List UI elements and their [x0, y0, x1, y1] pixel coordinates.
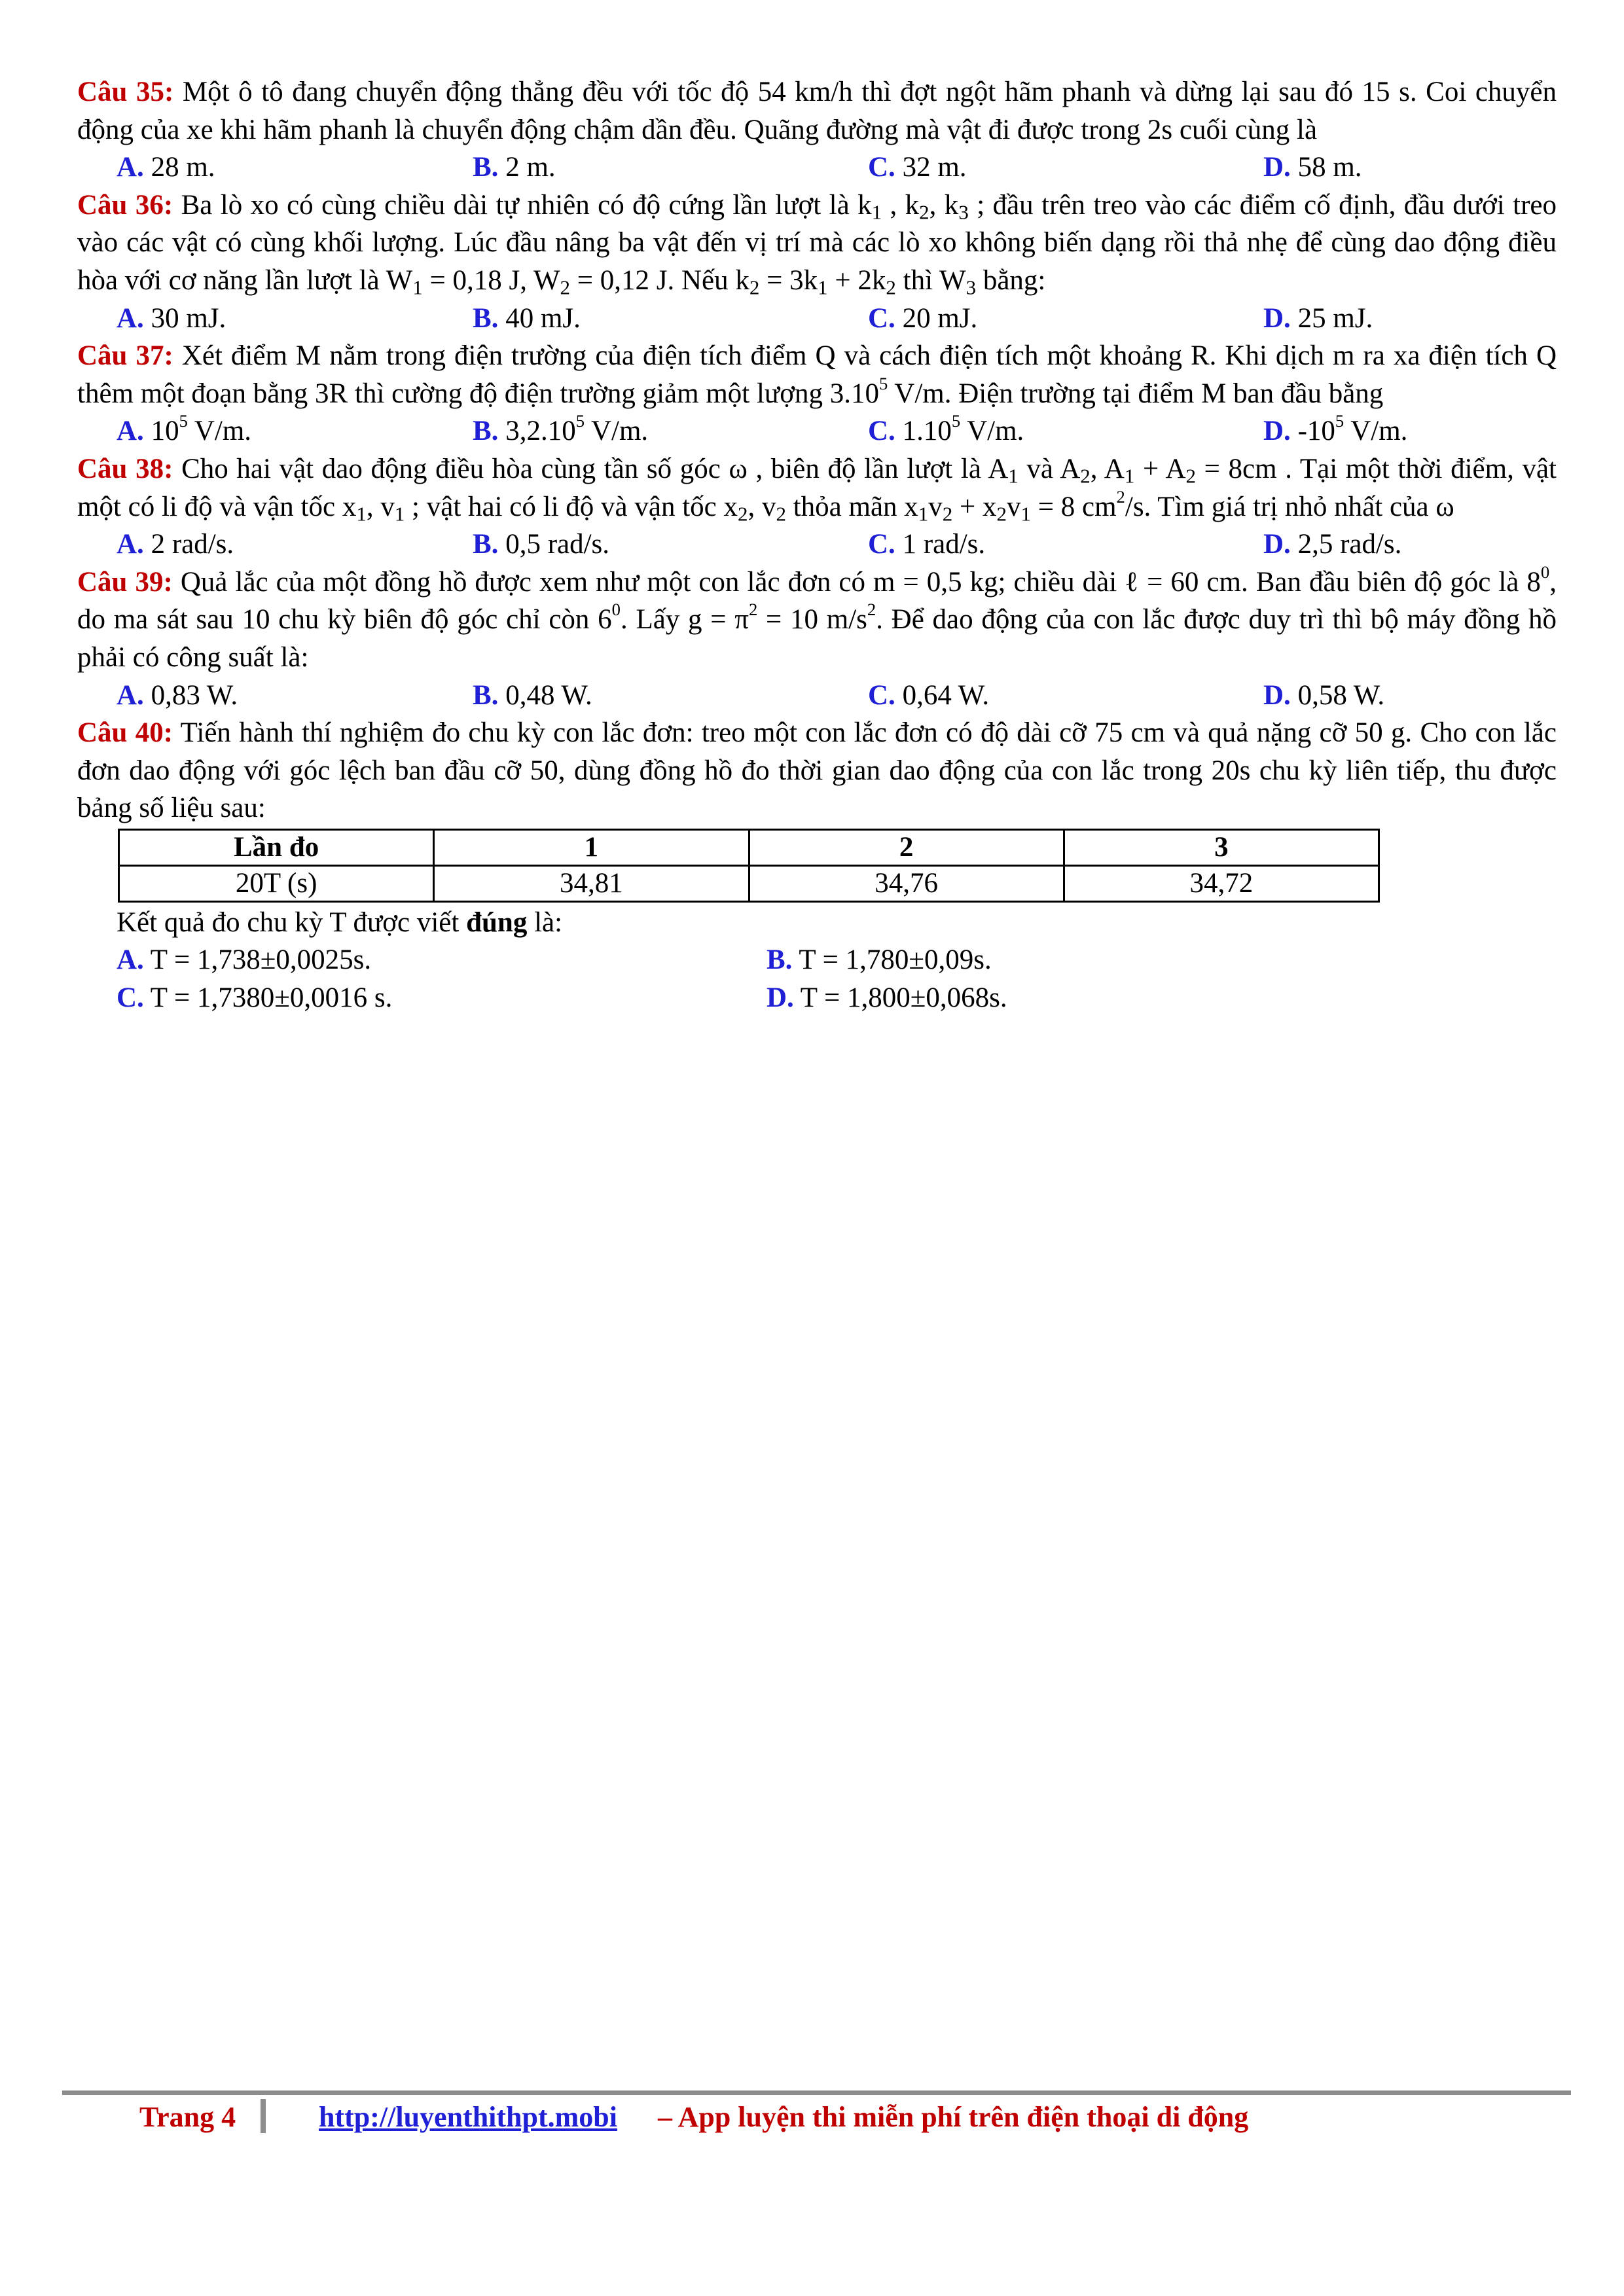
options-38: [77, 526, 1557, 564]
option-a: A. $10^5$ V/m.: [117, 411, 252, 447]
table-header-cell: 1: [434, 829, 749, 865]
question-label: Câu 39:: [77, 566, 173, 598]
option-c: C. 20 mJ.: [868, 302, 978, 334]
table-cell: 34,81: [434, 865, 749, 901]
table-cell: 34,76: [749, 865, 1064, 901]
option-b: B. 3,2.10$^5$ V/m.: [473, 411, 649, 447]
table-row: [119, 865, 1379, 901]
option-a: A. 2 rad/s.: [117, 529, 234, 560]
question-40: [77, 714, 1557, 827]
option-d: D. 25 mJ.: [1263, 302, 1373, 334]
question-text: Tiến hành thí nghiệm đo chu kỳ con lắc đơn: treo một con lắc đơn có độ dài cỡ 75 cm và quả nặng cỡ 50 g. Cho con lắc đơn dao động với góc lệch ban đầu cỡ 50, dùng đồng hồ đo thời gian dao động của con lắc trong 20s chu kỳ liên tiếp, thu được bảng số liệu sau:: [77, 717, 1557, 824]
table-cell: 20T (s): [119, 865, 434, 901]
table-cell: 34,72: [1064, 865, 1379, 901]
options-39: [77, 677, 1557, 715]
option-a: A. 28 m.: [117, 152, 215, 183]
question-37: [77, 337, 1557, 412]
option-d: D. 0,58 W.: [1263, 679, 1385, 711]
option-a: A. 0,83 W.: [117, 679, 238, 711]
option-b: B. T = 1,780±0,09s.: [767, 944, 992, 976]
options-37: [77, 412, 1557, 450]
option-c: C. 32 m.: [868, 152, 967, 183]
question-text: Xét điểm M nằm trong điện trường của điện tích điểm Q và cách điện tích một khoảng R. Khi dịch m ra xa điện tích Q thêm một đoạn bằng 3R thì cường độ điện trường giảm một lượng 3.10$^5$ V/m. Điện trường tại điểm M ban đầu bằng: [77, 340, 1557, 409]
question-label: Câu 36:: [77, 189, 173, 221]
option-c: C. T = 1,7380±0,0016 s.: [117, 982, 393, 1014]
question-38: [77, 450, 1557, 526]
option-b: B. 40 mJ.: [473, 302, 581, 334]
footer-separator: [261, 2099, 266, 2133]
option-a: A. 30 mJ.: [117, 302, 226, 334]
page-content: [77, 73, 1557, 1017]
footer-divider: [62, 2090, 1571, 2095]
question-label: Câu 35:: [77, 77, 174, 107]
option-d: D. 58 m.: [1263, 152, 1362, 183]
question-text: Quả lắc của một đồng hồ được xem như một con lắc đơn có m = 0,5 kg; chiều dài ℓ = 60 cm. Ban đầu biên độ góc là $8^0$, do ma sát sau 10 chu kỳ biên độ góc chỉ còn $6^0$. Lấy $g = \pi^2 = 10$ $m/s^2$. Để dao động của con lắc được duy trì thì bộ máy đồng hồ phải có công suất là:: [77, 562, 1557, 673]
options-36: [77, 300, 1557, 338]
question-text: Một ô tô đang chuyển động thẳng đều với tốc độ 54 km/h thì đợt ngột hãm phanh và dừng lại sau đó 15 s. Coi chuyển động của xe khi hãm phanh là chuyển động chậm dần đều. Quãng đường mà vật đi được trong 2s cuối cùng là: [77, 77, 1557, 145]
question-36: [77, 187, 1557, 300]
page-footer: [0, 2098, 1624, 2137]
table-header-cell: Lần đo: [119, 829, 434, 865]
option-d: D. T = 1,800±0,068s.: [767, 982, 1007, 1014]
option-a: A. T = 1,738±0,0025s.: [117, 944, 372, 976]
question-label: Câu 37:: [77, 340, 173, 372]
result-prompt: Kết quả đo chu kỳ T được viết đúng là:: [117, 906, 563, 938]
table-header-cell: 3: [1064, 829, 1379, 865]
question-text: Cho hai vật dao động điều hòa cùng tần số góc ω , biên độ lần lượt là $A_1$ và $A_2$, $A_1 + A_2 = 8cm$ . Tại một thời điểm, vật một có li độ và vận tốc $x_1$, $v_1$ ; vật hai có li độ và vận tốc $x_2$, $v_2$ thỏa mãn $x_1v_2 + x_2v_1 = 8$ $cm^2/s$. Tìm giá trị nhỏ nhất của ω: [77, 453, 1557, 526]
footer-tagline: – App luyện thi miễn phí trên điện thoại di động: [658, 2101, 1249, 2133]
question-39: [77, 564, 1557, 677]
option-b: B. 2 m.: [473, 152, 556, 183]
option-c: C. 1 rad/s.: [868, 529, 986, 560]
option-c: C. 1.10$^5$ V/m.: [868, 411, 1024, 447]
table-header-cell: 2: [749, 829, 1064, 865]
question-label: Câu 40:: [77, 717, 173, 749]
option-d: D. 2,5 rad/s.: [1263, 529, 1402, 560]
question-label: Câu 38:: [77, 453, 173, 484]
measurement-table: [118, 829, 1380, 903]
page-number: Trang 4: [139, 2101, 236, 2133]
option-b: B. 0,5 rad/s.: [473, 529, 610, 560]
option-b: B. 0,48 W.: [473, 679, 592, 711]
table-header-row: [119, 829, 1379, 865]
site-link[interactable]: http://luyenthithpt.mobi: [319, 2101, 617, 2133]
question-text: Ba lò xo có cùng chiều dài tự nhiên có độ cứng lần lượt là $k_1$ , $k_2$, $k_3$ ; đầu trên treo vào các điểm cố định, đầu dưới treo vào các vật có cùng khối lượng. Lúc đầu nâng ba vật đến vị trí mà các lò xo không biến dạng rồi thả nhẹ để cùng dao động điều hòa với cơ năng lần lượt là $W_1 = 0,18$ J, $W_2 = 0,12$ J. Nếu $k_2 = 3k_1 + 2k_2$ thì $W_3$ bằng:: [77, 189, 1557, 299]
option-d: D. $-10^5$ V/m.: [1263, 411, 1408, 447]
question-35: [77, 73, 1557, 149]
option-c: C. 0,64 W.: [868, 679, 990, 711]
options-35: [77, 149, 1557, 187]
options-40: [77, 941, 1557, 1016]
